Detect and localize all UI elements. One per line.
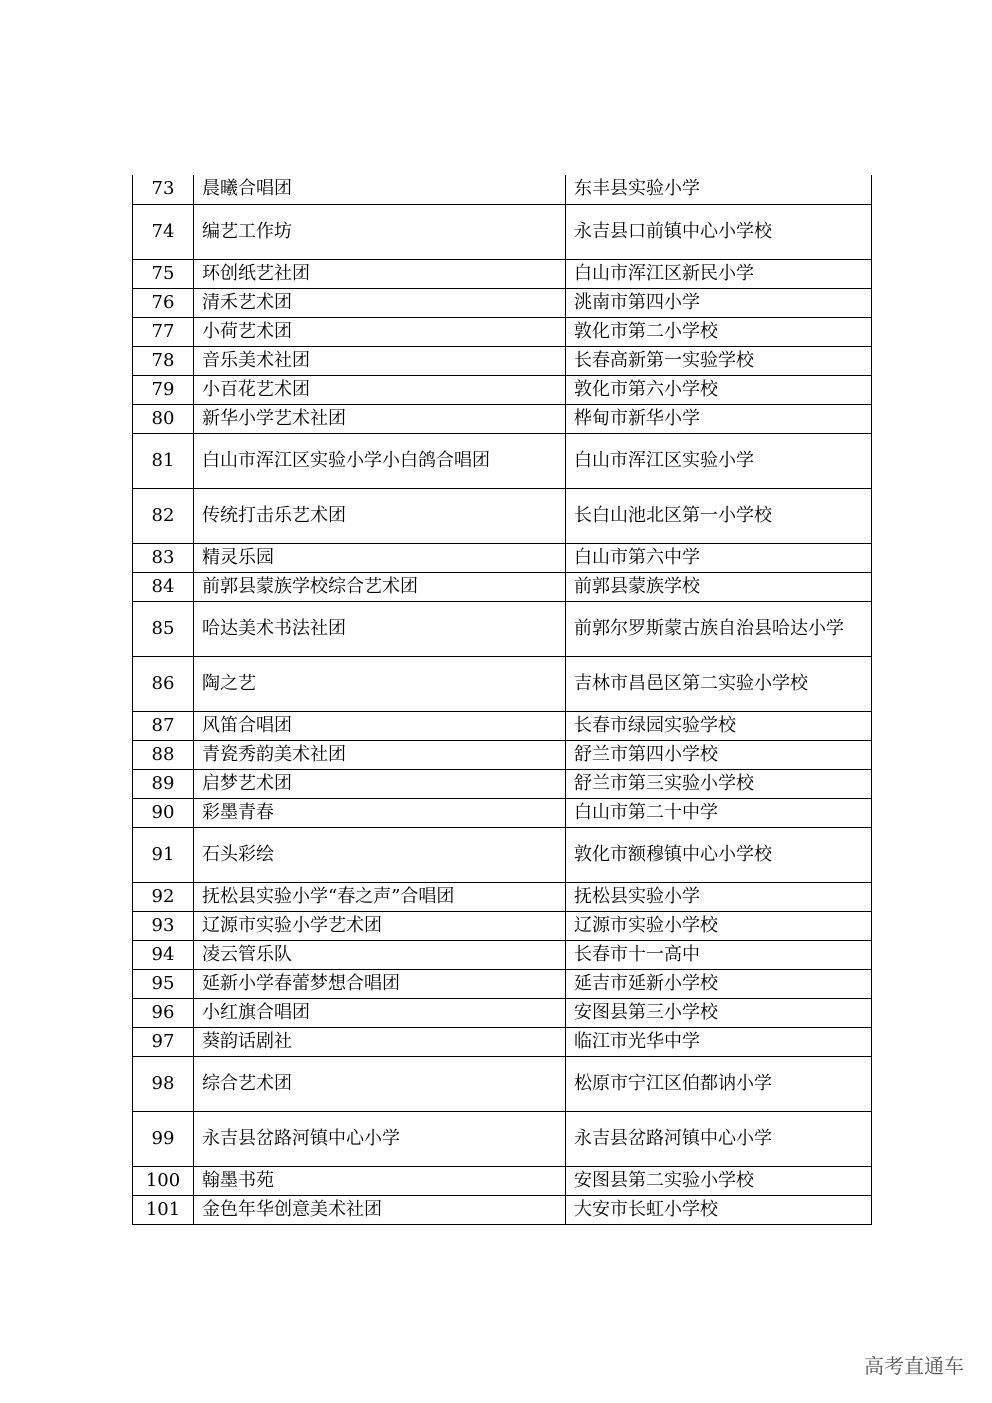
- club-name-cell: 编艺工作坊: [194, 204, 566, 259]
- school-name-cell: 前郭县蒙族学校: [566, 572, 872, 601]
- row-number-cell: 87: [133, 711, 194, 740]
- data-table: [132, 175, 872, 1225]
- school-name-cell: 前郭尔罗斯蒙古族自治县哈达小学: [566, 601, 872, 656]
- school-name-cell: 安图县第三小学校: [566, 998, 872, 1027]
- row-number-cell: 89: [133, 769, 194, 798]
- school-name-cell: 永吉县口前镇中心小学校: [566, 204, 872, 259]
- school-name-cell: 临江市光华中学: [566, 1027, 872, 1056]
- club-name-cell: 晨曦合唱团: [194, 175, 566, 204]
- row-number-cell: 82: [133, 488, 194, 543]
- club-name-cell: 翰墨书苑: [194, 1166, 566, 1195]
- club-name-cell: 传统打击乐艺术团: [194, 488, 566, 543]
- row-number-cell: 74: [133, 204, 194, 259]
- row-number-cell: 76: [133, 288, 194, 317]
- table-row: [133, 288, 872, 317]
- row-number-cell: 88: [133, 740, 194, 769]
- school-name-cell: 抚松县实验小学: [566, 882, 872, 911]
- school-name-cell: 长白山池北区第一小学校: [566, 488, 872, 543]
- table-row: [133, 1111, 872, 1166]
- school-name-cell: 白山市浑江区实验小学: [566, 433, 872, 488]
- table-row: [133, 969, 872, 998]
- school-name-cell: 洮南市第四小学: [566, 288, 872, 317]
- row-number-cell: 100: [133, 1166, 194, 1195]
- club-name-cell: 青瓷秀韵美术社团: [194, 740, 566, 769]
- club-name-cell: 辽源市实验小学艺术团: [194, 911, 566, 940]
- school-name-cell: 安图县第二实验小学校: [566, 1166, 872, 1195]
- school-name-cell: 长春市绿园实验学校: [566, 711, 872, 740]
- club-name-cell: 小荷艺术团: [194, 317, 566, 346]
- row-number-cell: 96: [133, 998, 194, 1027]
- row-number-cell: 77: [133, 317, 194, 346]
- school-name-cell: 白山市浑江区新民小学: [566, 259, 872, 288]
- club-name-cell: 彩墨青春: [194, 798, 566, 827]
- table-row: [133, 204, 872, 259]
- row-number-cell: 85: [133, 601, 194, 656]
- table-row: [133, 259, 872, 288]
- club-name-cell: 启梦艺术团: [194, 769, 566, 798]
- club-name-cell: 金色年华创意美术社团: [194, 1195, 566, 1224]
- row-number-cell: 83: [133, 543, 194, 572]
- school-name-cell: 松原市宁江区伯都讷小学: [566, 1056, 872, 1111]
- table-row: [133, 601, 872, 656]
- table-row: [133, 375, 872, 404]
- row-number-cell: 86: [133, 656, 194, 711]
- table-row: [133, 798, 872, 827]
- school-name-cell: 敦化市第六小学校: [566, 375, 872, 404]
- row-number-cell: 94: [133, 940, 194, 969]
- school-name-cell: 敦化市第二小学校: [566, 317, 872, 346]
- table-row: [133, 404, 872, 433]
- row-number-cell: 73: [133, 175, 194, 204]
- table-body: [133, 175, 872, 1224]
- club-name-cell: 风笛合唱团: [194, 711, 566, 740]
- row-number-cell: 78: [133, 346, 194, 375]
- school-name-cell: 白山市第二十中学: [566, 798, 872, 827]
- school-name-cell: 舒兰市第四小学校: [566, 740, 872, 769]
- table-row: [133, 740, 872, 769]
- club-name-cell: 新华小学艺术社团: [194, 404, 566, 433]
- row-number-cell: 101: [133, 1195, 194, 1224]
- school-name-cell: 舒兰市第三实验小学校: [566, 769, 872, 798]
- school-name-cell: 辽源市实验小学校: [566, 911, 872, 940]
- club-name-cell: 前郭县蒙族学校综合艺术团: [194, 572, 566, 601]
- school-name-cell: 永吉县岔路河镇中心小学: [566, 1111, 872, 1166]
- table-row: [133, 998, 872, 1027]
- row-number-cell: 98: [133, 1056, 194, 1111]
- table-row: [133, 1056, 872, 1111]
- club-name-cell: 环创纸艺社团: [194, 259, 566, 288]
- row-number-cell: 91: [133, 827, 194, 882]
- row-number-cell: 93: [133, 911, 194, 940]
- table-row: [133, 940, 872, 969]
- club-name-cell: 哈达美术书法社团: [194, 601, 566, 656]
- table-row: [133, 433, 872, 488]
- club-name-cell: 综合艺术团: [194, 1056, 566, 1111]
- school-name-cell: 桦甸市新华小学: [566, 404, 872, 433]
- table-row: [133, 911, 872, 940]
- table-row: [133, 656, 872, 711]
- row-number-cell: 92: [133, 882, 194, 911]
- club-name-cell: 小百花艺术团: [194, 375, 566, 404]
- table-row: [133, 317, 872, 346]
- school-name-cell: 白山市第六中学: [566, 543, 872, 572]
- table-row: [133, 1195, 872, 1224]
- table-row: [133, 711, 872, 740]
- table-row: [133, 175, 872, 204]
- table-row: [133, 346, 872, 375]
- club-name-cell: 石头彩绘: [194, 827, 566, 882]
- school-name-cell: 吉林市昌邑区第二实验小学校: [566, 656, 872, 711]
- school-name-cell: 长春高新第一实验学校: [566, 346, 872, 375]
- row-number-cell: 75: [133, 259, 194, 288]
- row-number-cell: 79: [133, 375, 194, 404]
- table-row: [133, 543, 872, 572]
- row-number-cell: 95: [133, 969, 194, 998]
- table-row: [133, 488, 872, 543]
- school-name-cell: 敦化市额穆镇中心小学校: [566, 827, 872, 882]
- row-number-cell: 99: [133, 1111, 194, 1166]
- table-row: [133, 572, 872, 601]
- table-row: [133, 882, 872, 911]
- table-row: [133, 1027, 872, 1056]
- club-name-cell: 音乐美术社团: [194, 346, 566, 375]
- table-row: [133, 1166, 872, 1195]
- watermark-text: 高考直通车: [864, 1354, 964, 1378]
- club-name-cell: 清禾艺术团: [194, 288, 566, 317]
- club-name-cell: 凌云管乐队: [194, 940, 566, 969]
- club-name-cell: 精灵乐园: [194, 543, 566, 572]
- club-name-cell: 葵韵话剧社: [194, 1027, 566, 1056]
- row-number-cell: 90: [133, 798, 194, 827]
- school-name-cell: 东丰县实验小学: [566, 175, 872, 204]
- row-number-cell: 97: [133, 1027, 194, 1056]
- row-number-cell: 80: [133, 404, 194, 433]
- school-name-cell: 延吉市延新小学校: [566, 969, 872, 998]
- school-name-cell: 长春市十一高中: [566, 940, 872, 969]
- club-name-cell: 延新小学春蕾梦想合唱团: [194, 969, 566, 998]
- row-number-cell: 84: [133, 572, 194, 601]
- club-name-cell: 白山市浑江区实验小学小白鸽合唱团: [194, 433, 566, 488]
- table-row: [133, 827, 872, 882]
- club-name-cell: 小红旗合唱团: [194, 998, 566, 1027]
- school-name-cell: 大安市长虹小学校: [566, 1195, 872, 1224]
- row-number-cell: 81: [133, 433, 194, 488]
- table-row: [133, 769, 872, 798]
- club-name-cell: 陶之艺: [194, 656, 566, 711]
- club-name-cell: 永吉县岔路河镇中心小学: [194, 1111, 566, 1166]
- club-name-cell: 抚松县实验小学“春之声”合唱团: [194, 882, 566, 911]
